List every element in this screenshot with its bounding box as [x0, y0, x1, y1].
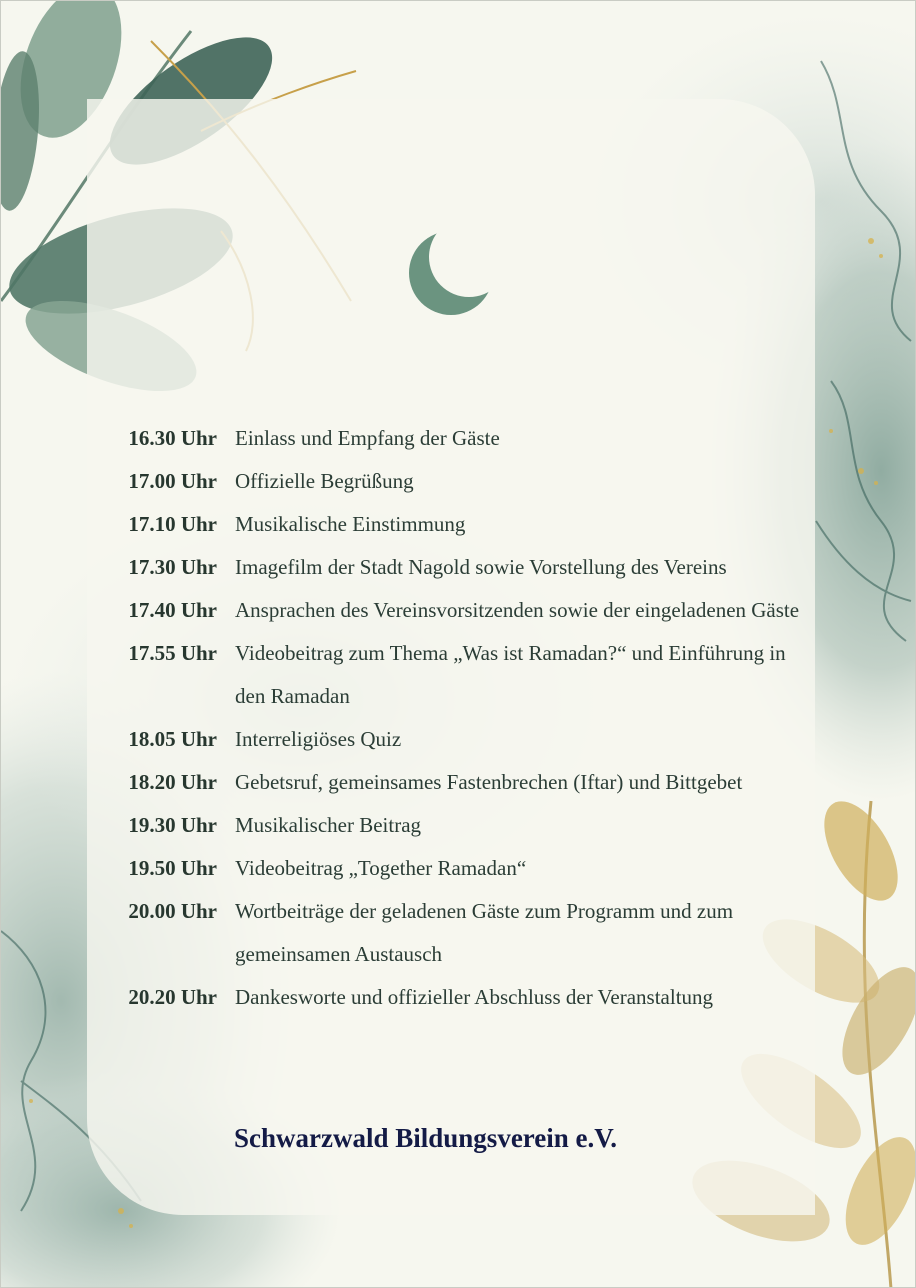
schedule-item — [113, 503, 813, 546]
schedule-description: Musikalischer Beitrag — [235, 813, 422, 837]
schedule-item — [113, 589, 813, 632]
schedule-item — [113, 460, 813, 503]
schedule-description: Wortbeiträge der geladenen Gäste zum Programm und zum gemeinsamen Austausch — [235, 899, 734, 966]
schedule-item — [113, 890, 813, 976]
schedule-time: 17.55 Uhr — [128, 641, 217, 665]
schedule-time: 17.10 Uhr — [128, 512, 217, 536]
organizer-name: Schwarzwald Bildungsverein e.V. — [234, 1123, 618, 1153]
schedule-item — [113, 847, 813, 890]
schedule-item — [113, 546, 813, 589]
schedule-description: Gebetsruf, gemeinsames Fastenbrechen (Iftar) und Bittgebet — [235, 770, 743, 794]
schedule-time: 19.30 Uhr — [128, 813, 217, 837]
schedule-item — [113, 718, 813, 761]
schedule-time: 18.20 Uhr — [128, 770, 217, 794]
schedule-description: Dankesworte und offizieller Abschluss der Veranstaltung — [235, 985, 714, 1009]
schedule-time: 18.05 Uhr — [128, 727, 217, 751]
schedule-description: Videobeitrag „Together Ramadan“ — [235, 856, 527, 880]
schedule-item — [113, 632, 813, 718]
schedule-description: Einlass und Empfang der Gäste — [235, 426, 500, 450]
schedule-time: 20.20 Uhr — [128, 985, 217, 1009]
schedule-time: 20.00 Uhr — [128, 899, 217, 923]
schedule-item — [113, 417, 813, 460]
schedule-description: Ansprachen des Vereinsvorsitzenden sowie der eingeladenen Gäste — [235, 598, 800, 622]
crescent-moon-icon — [405, 225, 501, 321]
schedule-item — [113, 761, 813, 804]
schedule-time: 19.50 Uhr — [128, 856, 217, 880]
schedule-time: 16.30 Uhr — [128, 426, 217, 450]
schedule-description: Imagefilm der Stadt Nagold sowie Vorstellung des Vereins — [235, 555, 727, 579]
schedule-item — [113, 804, 813, 847]
schedule-time: 17.30 Uhr — [128, 555, 217, 579]
schedule-description: Offizielle Begrüßung — [235, 469, 414, 493]
program-schedule — [113, 417, 813, 1019]
schedule-time: 17.40 Uhr — [128, 598, 217, 622]
schedule-description: Musikalische Einstimmung — [235, 512, 466, 536]
schedule-description: Videobeitrag zum Thema „Was ist Ramadan?“ und Einführung in den Ramadan — [235, 641, 786, 708]
schedule-description: Interreligiöses Quiz — [235, 727, 402, 751]
schedule-time: 17.00 Uhr — [128, 469, 217, 493]
schedule-item — [113, 976, 813, 1019]
